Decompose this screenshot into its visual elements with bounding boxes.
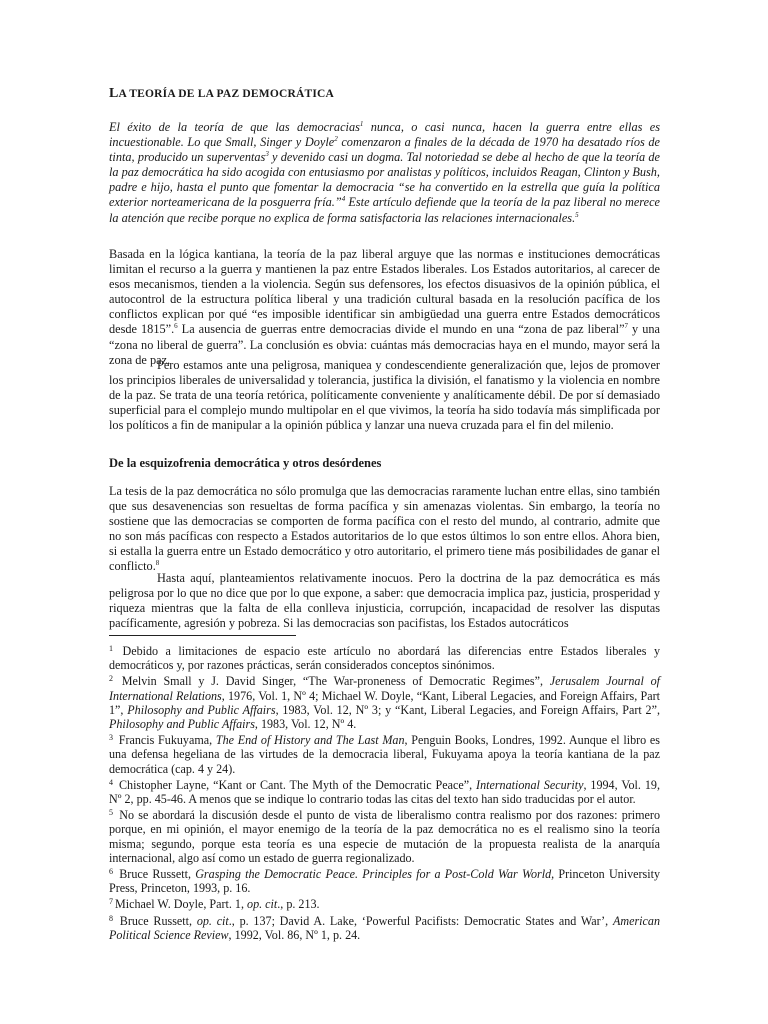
abstract-text: comenzaron a finales de la década de 1970 ha desatado ríos de tinta, producido un superventas bbox=[109, 135, 660, 165]
journal-title: International Security bbox=[476, 777, 584, 792]
footnote-ref[interactable]: 2 bbox=[334, 135, 338, 144]
footnote-1 bbox=[109, 642, 660, 672]
book-title: The End of History and The Last Man bbox=[215, 733, 405, 748]
footnote-text: Bruce Russett, bbox=[119, 867, 196, 882]
abstract-paragraph bbox=[109, 120, 660, 226]
footnote-text: , 1983, Vol. 12, Nº 3; y “Kant, Liberal Legacies, and Foreign Affairs, Part 2”, bbox=[275, 702, 660, 717]
journal-title: Philosophy and Public Affairs bbox=[127, 702, 276, 717]
citation-abbrev: op. cit bbox=[247, 897, 278, 912]
footnote-number: 7 bbox=[109, 897, 113, 907]
footnote-text: No se abordará la discusión desde el punto de vista de liberalismo contra realismo por dos razones: primero porque, en mi opinión, el mayor enemigo de la teoría de la paz democrática no es el realismo sino la teoría misma; segundo, porque esta teoría es una especie de mutación de la propuesta realista de la anarquía internacional, algo así como un estado de guerra regionalizado. bbox=[109, 808, 660, 865]
citation-abbrev: op. cit bbox=[196, 913, 229, 928]
title-initial: L bbox=[109, 86, 119, 101]
footnote-text: Princeton University Press, Princeton, 1993, p. 16. bbox=[109, 867, 660, 896]
footnote-ref[interactable]: 4 bbox=[341, 195, 346, 204]
article-title bbox=[109, 86, 334, 102]
footnote-ref[interactable]: 7 bbox=[624, 322, 629, 331]
footnote-number: 2 bbox=[109, 674, 113, 684]
footnote-text: ., p. 137; David A. Lake, ‘Powerful Pacifists: Democratic States and War’, bbox=[228, 913, 613, 928]
footnote-text: , Penguin Books, Londres, 1992. Aunque el libro es una defensa hegeliana de las virtudes de la democracia liberal, Fukuyama apoya la teoría kantiana de la paz democrática (cap. 4 y 24). bbox=[109, 733, 661, 776]
footnote-text: , 1994, Vol. 19, Nº 2, pp. 45-46. A menos que se indique lo contrario todas las citas del texto han sido traducidas por el autor. bbox=[109, 777, 660, 807]
footnote-ref[interactable]: 5 bbox=[575, 210, 579, 219]
footnote-text: , 1976, Vol. 1, Nº 4; Michael W. Doyle, “Kant, Liberal Legacies, and Foreign Affairs, Part 1”, bbox=[109, 688, 660, 717]
paragraph-text: La ausencia de guerras entre democracias divide el mundo en una “zona de paz liberal” bbox=[177, 322, 625, 337]
footnote-8 bbox=[109, 912, 660, 942]
abstract-text: nunca, o casi nunca, hacen la guerra entre ellas es incuestionable. Lo que Small, Singer y Doyle bbox=[109, 120, 660, 150]
footnote-6 bbox=[109, 865, 660, 895]
footnote-number: 4 bbox=[109, 777, 113, 787]
journal-title: Jerusalem Journal of International Relations bbox=[109, 674, 661, 703]
paragraph-text: La tesis de la paz democrática no sólo promulga que las democracias raramente luchan entre ellas, sino también que sus desavenencias son resueltas de forma pacífica y sin amenazas violentas. Sin embargo, la teoría no sostiene que las democracias se comporten de forma pacífica con el resto del mundo, al contrario, admite que no son más pacíficas con respecto a Estados autoritarios de lo que estos últimos lo son entre ellos. Ahora bien, si estalla la guerra entre un Estado democrático y otro autoritario, el primero tiene más posibilidades de ganar el conflicto. bbox=[109, 484, 660, 574]
abstract-text: y devenido casi un dogma. Tal notoriedad se debe al hecho de que la teoría de la paz democrática ha sido acogida con entusiasmo por analistas y políticos, incluidos Reagan, Clinton y Bush, padre e hijo, hasta el punto que fomentar la democracia “se ha convertido en la estrella que guía la política exterior norteamericana de la posguerra fría.” bbox=[109, 150, 660, 210]
footnote-text: Chistopher Layne, “Kant or Cant. The Myth of the Democratic Peace”, bbox=[118, 777, 477, 792]
footnote-number: 1 bbox=[109, 644, 113, 653]
footnote-text: , 1992, Vol. 86, Nº 1, p. 24. bbox=[228, 927, 361, 942]
footnote-number: 8 bbox=[109, 913, 113, 923]
title-rest: A TEORÍA DE LA PAZ DEMOCRÁTICA bbox=[118, 88, 335, 100]
footnote-text: Francis Fukuyama, bbox=[118, 733, 216, 748]
footnote-3 bbox=[109, 731, 660, 776]
footnote-text: Bruce Russett, bbox=[119, 913, 197, 928]
footnote-ref[interactable]: 6 bbox=[174, 322, 178, 331]
footnote-ref[interactable]: 1 bbox=[359, 120, 364, 128]
footnote-ref[interactable]: 8 bbox=[155, 559, 160, 568]
footnote-text: , 1983, Vol. 12, Nº 4. bbox=[254, 717, 357, 732]
footnote-ref[interactable]: 3 bbox=[265, 150, 269, 159]
footnote-2 bbox=[109, 672, 660, 731]
abstract-text: El éxito de la teoría de que las democracias bbox=[109, 120, 360, 134]
abstract-text: Este artículo defiende que la teoría de la paz liberal no merece la atención que recibe porque no explica de forma satisfactoria las relaciones internacionales. bbox=[109, 195, 660, 225]
footnote-5 bbox=[109, 806, 660, 865]
body-paragraph-4: Hasta aquí, planteamientos relativamente inocuos. Pero la doctrina de la paz democrática es más peligrosa por lo que no dice que por lo que expone, a saber: que democracia implica paz, justicia, prosperidad y riqueza mientras que la falta de ella conlleva injusticia, corrupción, incapacidad de resolver las disputas pacíficamente, agresión y pobreza. Si las democracias son pacifistas, los Estados autocráticos bbox=[109, 571, 660, 631]
footnote-number: 3 bbox=[109, 733, 113, 743]
footnotes-section bbox=[109, 642, 660, 942]
paragraph-text: Basada en la lógica kantiana, la teoría de la paz liberal arguye que las normas e instituciones democráticas limitan el recurso a la guerra y mantienen la paz entre Estados liberales. Los Estados autoritarios, al carecer de esos mecanismos, tienden a la violencia. Según sus defensores, los efectos disuasivos de la opinión pública, el autocontrol de la estructura política liberal y una tradición cultural basada en la resolución pacífica de los conflictos explican por qué “es imposible identificar sin ambigüedad una guerra entre Estados democráticos desde 1815”. bbox=[109, 247, 660, 337]
footnote-text: ., p. 213. bbox=[277, 897, 320, 912]
footnote-text: Michael W. Doyle, Part. 1, bbox=[115, 897, 248, 912]
footnote-text: Debido a limitaciones de espacio este artículo no abordará las diferencias entre Estados liberales y democráticos y, por razones prácticas, serán considerados conceptos sinónimos. bbox=[109, 644, 660, 673]
footnote-number: 5 bbox=[109, 808, 113, 818]
book-title: Grasping the Democratic Peace. Principles for a Post-Cold War World, bbox=[195, 867, 555, 882]
paragraph-text: y una “zona no liberal de guerra”. La conclusión es obvia: cuántas más democracias haya en el mundo, mayor será la zona de paz. bbox=[109, 322, 660, 367]
footnote-4 bbox=[109, 776, 660, 806]
body-paragraph-3 bbox=[109, 484, 660, 575]
footnote-divider bbox=[109, 635, 296, 636]
journal-title: American Political Science Review bbox=[109, 913, 660, 942]
body-paragraph-2: Pero estamos ante una peligrosa, maniquea y condescendiente generalización que, lejos de promover los principios liberales de universalidad y tolerancia, justifica la división, el fanatismo y la violencia en nombre de la paz. Se trata de una teoría retórica, políticamente conveniente y analíticamente débil. De por sí demasiado superficial para el complejo mundo multipolar en el que vivimos, la teoría ha sido todavía más simplificada por los políticos a fin de manipular a la opinión pública y lanzar una nueva cruzada para el fin del milenio. bbox=[109, 358, 660, 433]
journal-title: Philosophy and Public Affairs bbox=[109, 717, 255, 732]
footnote-text: Melvin Small y J. David Singer, “The War-proneness of Democratic Regimes”, bbox=[121, 674, 550, 689]
footnote-number: 6 bbox=[109, 867, 113, 877]
body-paragraph-1 bbox=[109, 247, 660, 368]
footnote-7 bbox=[109, 895, 660, 911]
section-heading: De la esquizofrenia democrática y otros desórdenes bbox=[109, 456, 382, 470]
